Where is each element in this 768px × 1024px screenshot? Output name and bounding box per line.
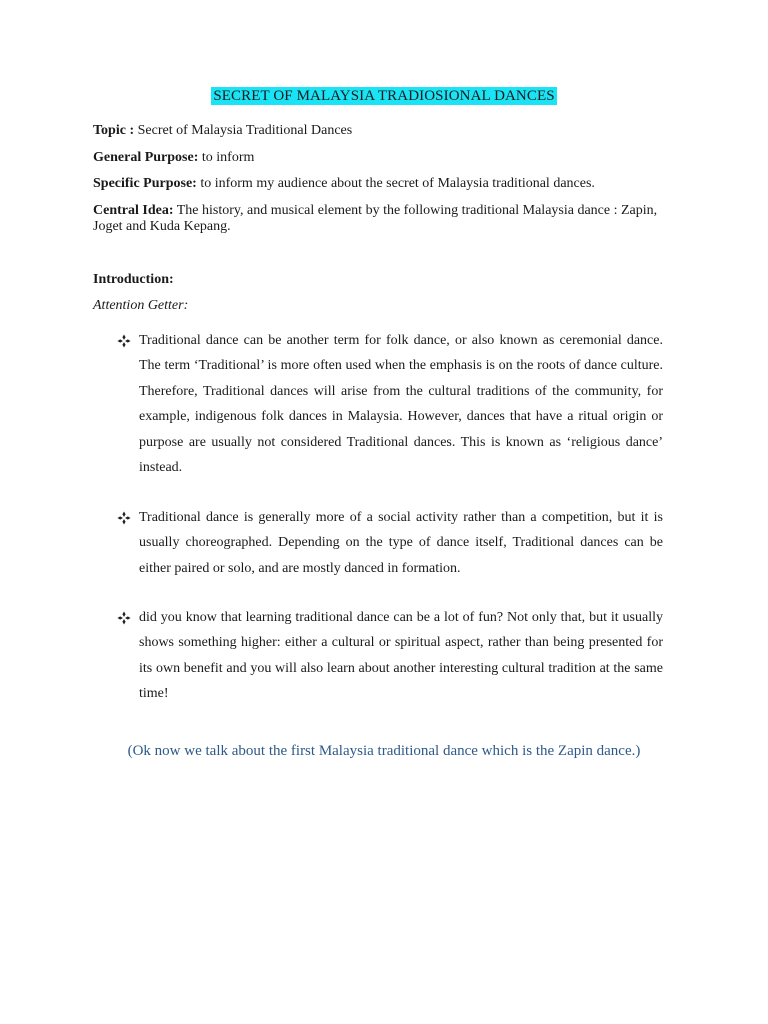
introduction-heading: Introduction:	[93, 272, 174, 287]
diamond-bullet-icon	[117, 334, 131, 348]
diamond-bullet-icon	[117, 511, 131, 525]
specific-purpose-label: Specific Purpose:	[93, 176, 197, 191]
diamond-bullet-icon	[117, 611, 131, 625]
topic-value: Secret of Malaysia Traditional Dances	[134, 123, 353, 138]
bullet-text: Traditional dance is generally more of a social activity rather than a competition, but it is usually choreographed. Depending on the type of dance itself, Traditional dances can be either paired or solo, and are mostly danced in formation.	[139, 510, 663, 576]
bullet-text: did you know that learning traditional dance can be a lot of fun? Not only that, but it usually shows something higher: either a cultural or spiritual aspect, rather than being presented for its own benefit and you will also learn about another interesting cultural tradition at the same time!	[139, 610, 663, 702]
topic-line	[93, 123, 683, 139]
central-idea-label: Central Idea:	[93, 203, 174, 218]
general-purpose-line	[93, 150, 683, 166]
topic-label: Topic :	[93, 123, 135, 138]
central-idea-line	[93, 203, 683, 235]
document-title: SECRET OF MALAYSIA TRADIOSIONAL DANCES	[213, 88, 555, 104]
attention-getter-label: Attention Getter:	[93, 298, 189, 313]
general-purpose-label: General Purpose:	[93, 150, 199, 165]
title-wrapper	[0, 87, 768, 105]
transition-statement: (Ok now we talk about the first Malaysia traditional dance which is the Zapin dance.)	[127, 743, 641, 759]
specific-purpose-value: to inform my audience about the secret of Malaysia traditional dances.	[196, 176, 595, 191]
bullet-text: Traditional dance can be another term for folk dance, or also known as ceremonial dance. The term ‘Traditional’ is more often used when the emphasis is on the roots of dance culture. Therefore, Traditional dances will arise from the cultural traditions of the community, for example, indigenous folk dances in Malaysia. However, dances that have a ritual origin or purpose are usually not considered Traditional dances. This is known as ‘religious dance’ instead.	[139, 333, 663, 476]
central-idea-value: The history, and musical element by the following traditional Malaysia dance : Zapin, Joget and Kuda Kepang.	[93, 203, 658, 234]
specific-purpose-line	[93, 176, 683, 192]
general-purpose-value: to inform	[198, 150, 255, 165]
